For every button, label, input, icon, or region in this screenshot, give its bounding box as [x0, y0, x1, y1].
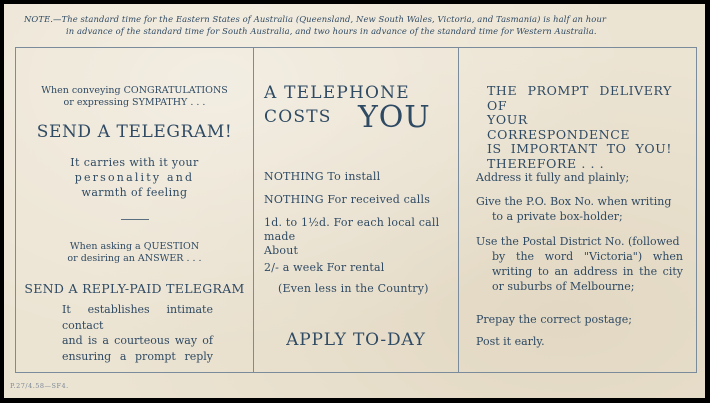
postal-line-1: Use the Postal District No. (followed: [476, 235, 680, 248]
question-text: [16, 241, 253, 265]
short-divider-rule: [121, 219, 149, 220]
note-line-1: NOTE.—The standard time for the Eastern States of Australia (Queensland, New South Wales, Victoria, and Tasmania) is half an hour: [24, 14, 607, 24]
weekly-rental: 2/- a week For rental: [264, 261, 385, 274]
question-line-1: When asking a QUESTION: [69, 241, 200, 252]
prompt-line-1: THE PROMPT DELIVERY OF: [487, 83, 672, 113]
congrats-text: [16, 85, 253, 109]
country-note: (Even less in the Country): [278, 282, 429, 295]
po-box-instruction: [476, 194, 683, 224]
time-zone-note: [24, 13, 692, 37]
reply-paid-body: [62, 302, 213, 364]
pobox-line-2: to a private box-holder;: [492, 210, 623, 223]
carries-line-3: warmth of feeling: [81, 186, 188, 199]
telephone-headline-you: YOU: [358, 100, 431, 135]
nothing-received-calls: NOTHING For received calls: [264, 193, 431, 206]
carries-line-2: personality and: [74, 171, 195, 184]
prompt-line-4: THEREFORE . . .: [487, 155, 605, 171]
telegram-column: [16, 48, 253, 372]
congrats-line-2: or expressing SYMPATHY . . .: [63, 97, 206, 108]
reply-line-1: It establishes intimate contact: [62, 303, 213, 332]
congrats-line-1: When conveying CONGRATULATIONS: [41, 85, 228, 96]
nothing-install: NOTHING To install: [264, 170, 381, 183]
reply-line-2: and is a courteous way of: [62, 334, 213, 347]
note-line-2: in advance of the standard time for South Australia, and two hours in advance of the standard time for Western Australia.: [66, 26, 597, 36]
reply-line-3: ensuring a prompt reply: [62, 349, 213, 363]
postal-district-instruction: [476, 234, 683, 294]
prepay-instruction: Prepay the correct postage;: [476, 313, 632, 326]
address-instruction: Address it fully and plainly;: [476, 171, 630, 184]
telephone-headline-1: A TELEPHONE: [264, 83, 410, 103]
about-label: About: [264, 244, 299, 257]
local-call-cost: 1d. to 1½d. For each local call made: [264, 216, 440, 243]
send-telegram-heading: SEND A TELEGRAM!: [36, 122, 233, 142]
post-early-instruction: Post it early.: [476, 335, 545, 348]
postal-line-2: by the word "Victoria") when: [492, 250, 683, 263]
telegram-benefit: [16, 155, 253, 200]
three-column-frame: [15, 47, 697, 373]
apply-today: APPLY TO-DAY: [286, 330, 426, 350]
prompt-line-3: IS IMPORTANT TO YOU!: [487, 141, 672, 156]
question-line-2: or desiring an ANSWER . . .: [67, 253, 202, 264]
carries-line-1: It carries with it your: [70, 156, 199, 169]
mail-column: [459, 48, 698, 372]
telegram-form-back: [4, 4, 705, 398]
postal-line-4: or suburbs of Melbourne;: [492, 280, 635, 293]
prompt-line-2: YOUR CORRESPONDENCE: [487, 112, 631, 142]
print-code: P.27/4.58—SF4.: [10, 382, 69, 390]
telephone-column: [254, 48, 458, 372]
telephone-headline-costs: COSTS: [264, 107, 332, 127]
pobox-line-1: Give the P.O. Box No. when writing: [476, 195, 672, 208]
postal-line-3: writing to an address in the city: [492, 265, 683, 278]
reply-paid-heading: SEND A REPLY-PAID TELEGRAM: [24, 281, 245, 296]
prompt-delivery-heading: [487, 84, 672, 171]
